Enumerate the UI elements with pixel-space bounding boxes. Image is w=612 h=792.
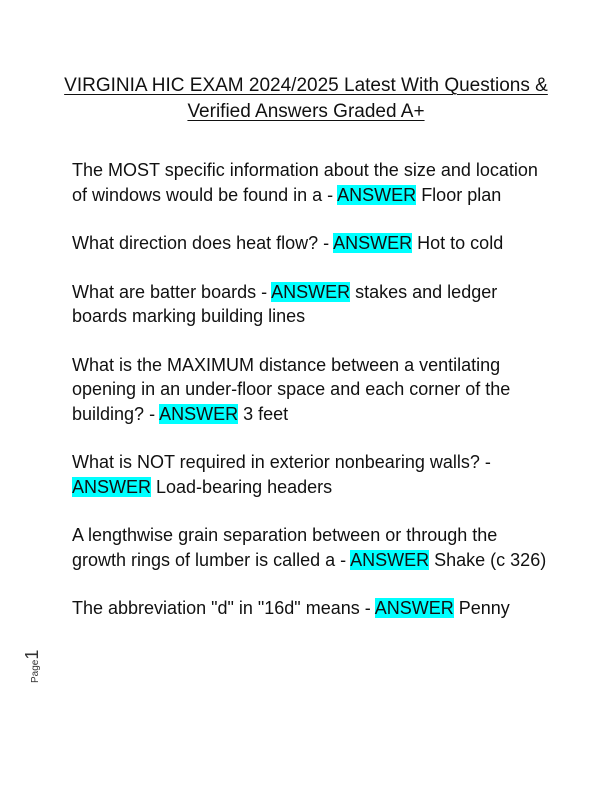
answer-marker: ANSWER [337, 184, 417, 205]
answer-marker: ANSWER [159, 403, 239, 424]
answer-marker: ANSWER [72, 476, 152, 497]
question-text: The abbreviation "d" in "16d" means - [72, 598, 375, 618]
qa-item-2 [72, 231, 552, 256]
question-text: What is NOT required in exterior nonbearing walls? - [72, 452, 491, 472]
page-number [22, 647, 58, 683]
answer-text: 3 feet [238, 403, 289, 424]
qa-item-4 [72, 353, 552, 427]
answer-text: Load-bearing headers [151, 476, 333, 497]
answer-text: Penny [453, 598, 510, 618]
question-text: What are batter boards - [72, 281, 272, 302]
answer-marker: ANSWER [271, 281, 351, 302]
page-number-value: 1 [22, 649, 42, 660]
answer-text: Floor plan [416, 184, 502, 205]
qa-item-7 [72, 596, 552, 621]
document-title [40, 73, 572, 125]
answer-marker: ANSWER [333, 233, 413, 253]
qa-list [72, 158, 552, 645]
qa-item-3 [72, 280, 552, 329]
page-label: Page [30, 659, 41, 683]
answer-marker: ANSWER [350, 549, 430, 570]
answer-marker: ANSWER [374, 598, 454, 618]
qa-item-1 [72, 158, 552, 207]
question-text: What direction does heat flow? - [72, 233, 334, 253]
answer-text: Hot to cold [412, 233, 504, 253]
title-line-2: Verified Answers Graded A+ [187, 101, 425, 122]
answer-text: stakes and ledger boards marking building lines [72, 281, 498, 326]
question-text: A lengthwise grain separation between or through the growth rings of lumber is called a - [72, 525, 498, 570]
qa-item-5 [72, 450, 552, 499]
question-text: The MOST specific information about the size and location of windows would be found in a - [72, 160, 538, 205]
question-text: What is the MAXIMUM distance between a ventilating opening in an under-floor space and each corner of the building? - [72, 354, 511, 424]
title-line-1: VIRGINIA HIC EXAM 2024/2025 Latest With Questions & [64, 75, 548, 96]
qa-item-6 [72, 523, 552, 572]
answer-text: Shake (c 326) [429, 549, 547, 570]
